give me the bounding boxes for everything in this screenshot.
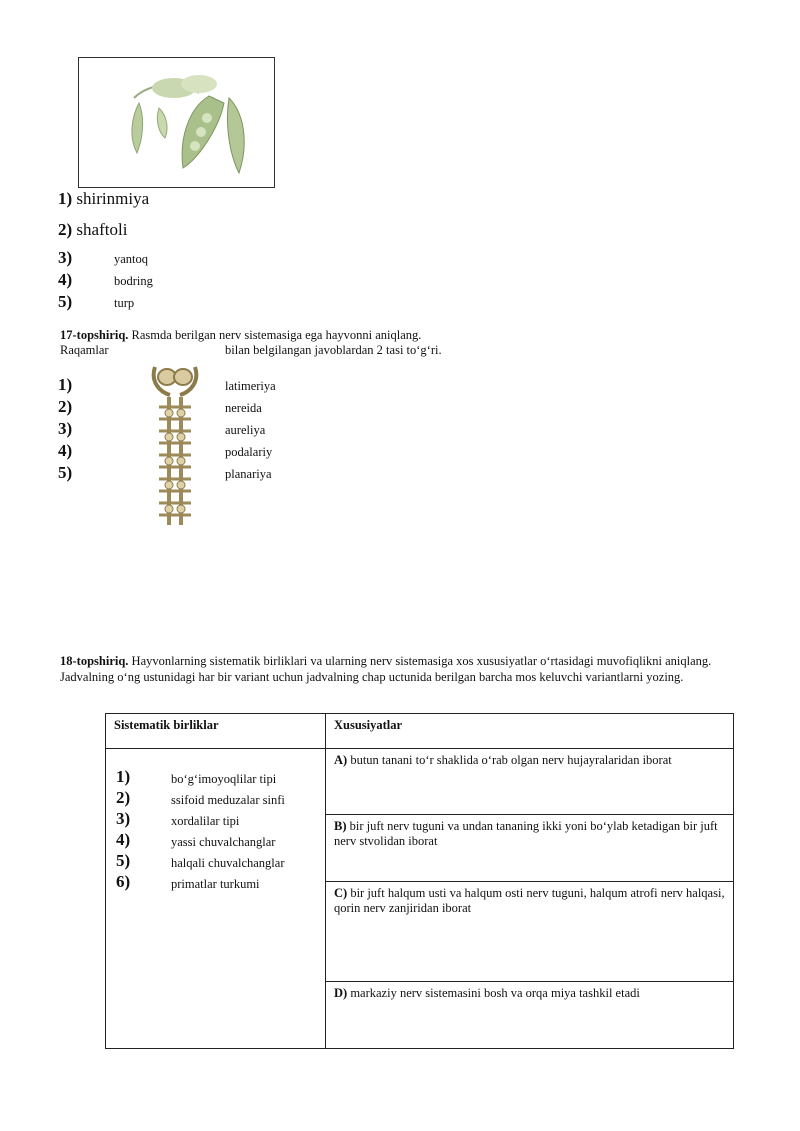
q17-line2-left: Raqamlar (60, 343, 109, 357)
right-item-d-key: D) (334, 986, 348, 1000)
q16-option-4-number: 4) (58, 270, 73, 289)
left-item-2-number: 2) (116, 788, 131, 807)
left-item-1-text: bo‘g‘imoyoqlilar tipi (171, 772, 277, 786)
q16-option-3-text: yantoq (114, 252, 149, 266)
q18-label: 18-topshiriq. (60, 654, 129, 668)
left-item-6-text: primatlar turkumi (171, 877, 260, 891)
option-number: 2) (58, 220, 73, 239)
option-number: 1) (58, 189, 73, 208)
pea-pod-image (78, 57, 275, 188)
q17-label: 17-topshiriq. (60, 328, 129, 342)
q16-option-3-number: 3) (58, 248, 73, 267)
q17-option-4-text: podalariy (225, 445, 273, 459)
right-item-c (326, 882, 734, 982)
left-item-3-number: 3) (116, 809, 131, 828)
q16-option-2 (58, 220, 127, 240)
right-item-a-text: butun tanani to‘r shaklida o‘rab olgan nerv hujayralaridan iborat (350, 753, 672, 767)
q16-option-5-number: 5) (58, 292, 73, 311)
nervous-system-illustration (145, 357, 205, 532)
col1-header: Sistematik birliklar (106, 714, 326, 749)
matching-table (105, 713, 734, 1049)
q16-option-5-text: turp (114, 296, 135, 310)
left-item-3-text: xordalilar tipi (171, 814, 240, 828)
option-text: shaftoli (76, 220, 128, 239)
q17-option-3-number: 3) (58, 419, 73, 438)
q17-option-2-text: nereida (225, 401, 262, 415)
left-item-6-number: 6) (116, 872, 131, 891)
col2-header: Xususiyatlar (326, 714, 734, 749)
left-item-5-number: 5) (116, 851, 131, 870)
right-item-c-key: C) (334, 886, 348, 900)
option-text: shirinmiya (76, 189, 150, 208)
q17-option-3-text: aureliya (225, 423, 266, 437)
right-item-a (326, 749, 734, 815)
q16-option-4-text: bodring (114, 274, 153, 288)
right-item-d (326, 982, 734, 1049)
right-item-d-text: markaziy nerv sistemasini bosh va orqa miya tashkil etadi (350, 986, 640, 1000)
left-item-1-number: 1) (116, 767, 131, 786)
right-item-b (326, 815, 734, 882)
q17-option-2-number: 2) (58, 397, 73, 416)
q17-option-1-text: latimeriya (225, 379, 276, 393)
q17-question (60, 327, 421, 343)
q17-text: Rasmda berilgan nerv sistemasiga ega hayvonni aniqlang. (131, 328, 422, 342)
left-item-5-text: halqali chuvalchanglar (171, 856, 285, 870)
right-item-b-text: bir juft nerv tuguni va undan tananing ikki yoni bo‘ylab ketadigan bir juft nerv stvolidan iborat (334, 819, 718, 848)
left-item-4-number: 4) (116, 830, 131, 849)
right-item-b-key: B) (334, 819, 347, 833)
q17-option-5-text: planariya (225, 467, 272, 481)
q18-text: Hayvonlarning sistematik birliklari va ularning nerv sistemasiga xos xususiyatlar o‘rtasidagi muvofiqlikni aniqlang. Jadvalning o‘ng ustunidagi har bir variant uchun jadvalning chap uctunida berilgan barcha mos keluvchi variantlarni yozing. (60, 654, 712, 684)
q17-option-5-number: 5) (58, 463, 73, 482)
q17-line2-right: bilan belgilangan javoblardan 2 tasi to‘g‘ri. (225, 343, 442, 357)
right-item-a-key: A) (334, 753, 348, 767)
q16-option-1 (58, 189, 149, 209)
left-item-2-text: ssifoid meduzalar sinfi (171, 793, 285, 807)
q17-option-4-number: 4) (58, 441, 73, 460)
q18-question (60, 653, 720, 685)
left-items-cell (106, 749, 326, 1049)
left-item-4-text: yassi chuvalchanglar (171, 835, 276, 849)
ladder-nervous-system-image (145, 357, 205, 532)
pea-pod-illustration (79, 58, 274, 187)
q17-option-1-number: 1) (58, 375, 73, 394)
right-item-c-text: bir juft halqum usti va halqum osti nerv tuguni, halqum atrofi nerv halqasi, qorin nerv zanjiridan iborat (334, 886, 725, 915)
